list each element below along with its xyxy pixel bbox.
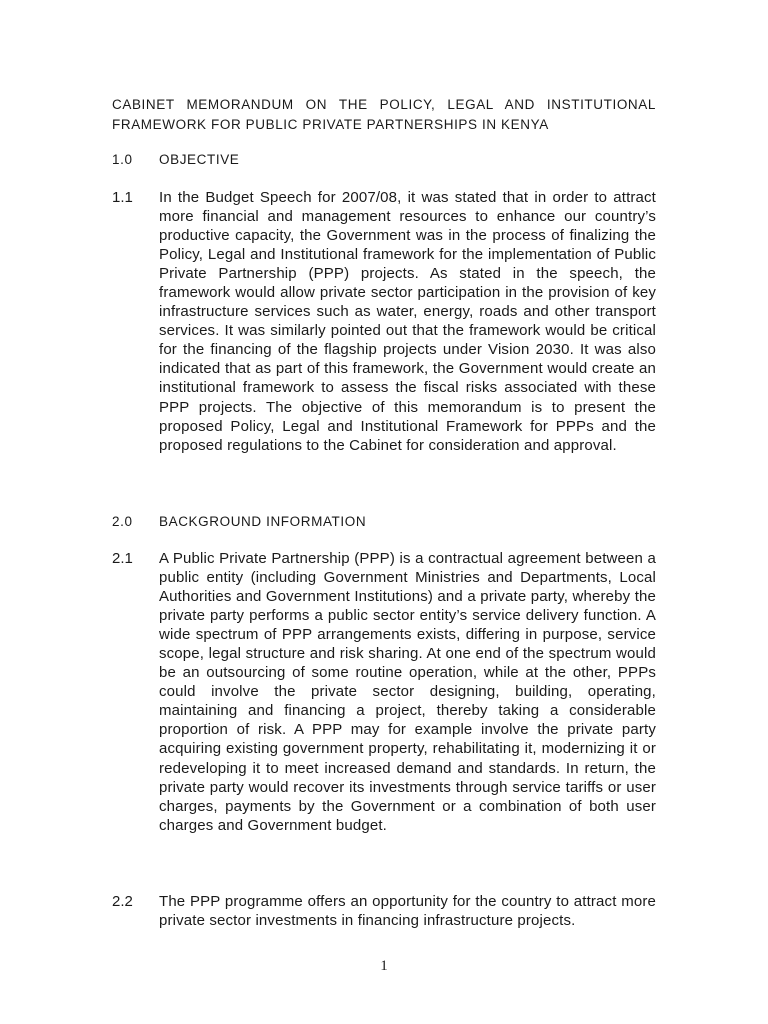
page-number: 1 (380, 958, 388, 974)
paragraph-2-1 (112, 549, 656, 835)
paragraph-number: 2.2 (112, 893, 133, 910)
section-heading: OBJECTIVE (159, 152, 240, 167)
paragraph-number: 1.1 (112, 189, 133, 206)
paragraph-text: The PPP programme offers an opportunity for the country to attract more private sector investments in financing infrastructure projects. (159, 893, 656, 930)
section-number: 1.0 (112, 152, 133, 167)
document-title: CABINET MEMORANDUM ON THE POLICY, LEGAL AND INSTITUTIONAL FRAMEWORK FOR PUBLIC PRIVATE PARTNERSHIPS IN KENYA (112, 97, 656, 132)
paragraph-number: 2.1 (112, 550, 133, 567)
paragraph-1-1 (112, 188, 656, 455)
section-heading: BACKGROUND INFORMATION (159, 514, 367, 529)
section-number: 2.0 (112, 514, 133, 529)
paragraph-2-2 (112, 892, 656, 930)
paragraph-text: In the Budget Speech for 2007/08, it was stated that in order to attract more financial and management resources to enhance our country’s productive capacity, the Government was in the process of finalizing the Policy, Legal and Institutional framework for the implementation of Public Private Partnership (PPP) projects. As stated in the speech, the framework would allow private sector participation in the provision of key infrastructure services such as water, energy, roads and other transport services. It was similarly pointed out that the framework would be critical for the financing of the flagship projects under Vision 2030. It was also indicated that as part of this framework, the Government would create an institutional framework to assess the fiscal risks associated with these PPP projects. The objective of this memorandum is to present the proposed Policy, Legal and Institutional Framework for PPPs and the proposed regulations to the Cabinet for consideration and approval. (159, 189, 656, 454)
paragraph-text: A Public Private Partnership (PPP) is a contractual agreement between a public entity (including Government Ministries and Departments, Local Authorities and Government Institutions) and a private party, whereby the private party performs a public sector entity’s service delivery function. A wide spectrum of PPP arrangements exists, differing in purpose, service scope, legal structure and risk sharing. At one end of the spectrum would be an outsourcing of some routine operation, while at the other, PPPs could involve the private sector designing, building, operating, maintaining and financing a project, thereby taking a considerable proportion of risk. A PPP may for example involve the private party acquiring existing government property, rehabilitating it, modernizing it or redeveloping it to meet increased demand and standards. In return, the private party would recover its investments through service tariffs or user charges, payments by the Government or a combination of both user charges and Government budget. (159, 550, 656, 834)
